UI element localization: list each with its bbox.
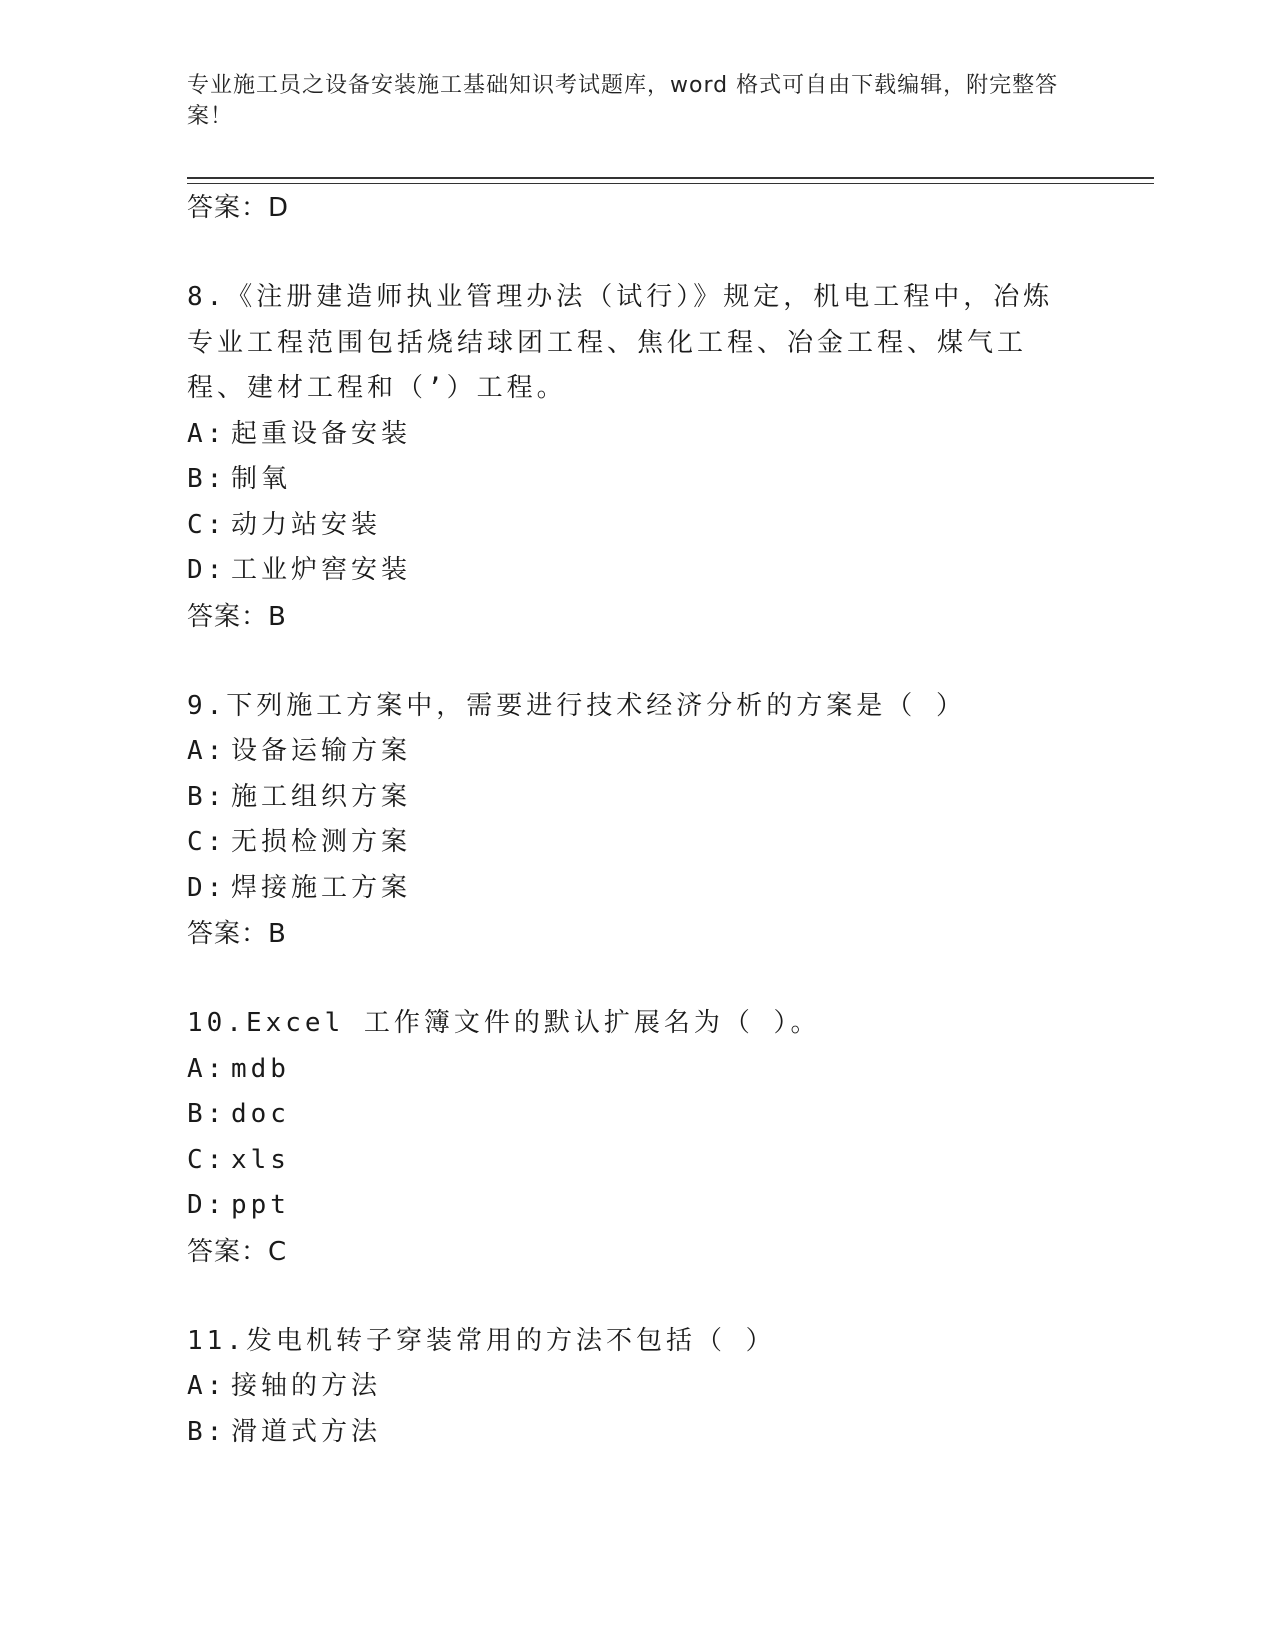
answer-line: 答案：B [187, 919, 287, 949]
document-header: 专业施工员之设备安装施工基础知识考试题库，word 格式可自由下载编辑，附完整答案！ [187, 73, 1059, 129]
answer-line: 答案：D [187, 193, 290, 223]
question-text: 9.下列施工方案中，需要进行技术经济分析的方案是（ ） [187, 690, 966, 721]
option-letter: D: [187, 872, 227, 903]
option-letter: C: [187, 1144, 227, 1175]
header-rule [187, 177, 1154, 179]
option-text: 滑道式方法 [231, 1416, 382, 1447]
option-text: doc [231, 1099, 290, 1129]
option-text: 工业炉窖安装 [231, 555, 412, 585]
answer-line: 答案：C [187, 1236, 288, 1267]
question-block [187, 684, 1087, 958]
option-item [187, 1183, 1087, 1229]
option-text: 无损检测方案 [231, 827, 412, 857]
answer-line: 答案：B [187, 601, 287, 632]
option-letter: D: [187, 555, 227, 585]
option-item [187, 775, 1087, 821]
option-letter: B: [187, 1416, 227, 1447]
question-text: 8.《注册建造师执业管理办法（试行）》规定，机电工程中，冶炼专业工程范围包括烧结球团工程、焦化工程、冶金工程、煤气工程、建材工程和（’）工程。 [187, 282, 1054, 403]
question-block [187, 1001, 1087, 1275]
option-text: ppt [231, 1190, 290, 1220]
option-text: 设备运输方案 [231, 736, 412, 766]
option-item [187, 820, 1087, 866]
option-item [187, 1138, 1087, 1184]
option-letter: A: [187, 736, 227, 766]
option-item [187, 1364, 1087, 1410]
option-text: 起重设备安装 [231, 418, 412, 449]
option-letter: B: [187, 781, 227, 812]
question-block [187, 275, 1087, 640]
option-item [187, 412, 1087, 458]
option-letter: A: [187, 1053, 227, 1084]
option-letter: D: [187, 1190, 227, 1220]
document-body [187, 185, 1087, 1455]
option-text: 动力站安装 [231, 509, 382, 540]
option-text: 焊接施工方案 [231, 872, 412, 903]
option-text: 施工组织方案 [231, 781, 412, 812]
option-item [187, 548, 1087, 594]
option-item [187, 729, 1087, 775]
question-text: 10.Excel 工作簿文件的默认扩展名为（ ）。 [187, 1008, 821, 1038]
option-item [187, 1047, 1087, 1093]
option-item [187, 1410, 1087, 1456]
option-item [187, 866, 1087, 912]
option-letter: B: [187, 1099, 227, 1129]
option-text: 制氧 [231, 464, 292, 494]
option-letter: C: [187, 827, 227, 857]
option-letter: B: [187, 464, 227, 494]
option-item [187, 503, 1087, 549]
header-rule-thin [187, 183, 1154, 184]
question-block [187, 1319, 1087, 1456]
option-letter: A: [187, 1371, 227, 1401]
option-text: 接轴的方法 [231, 1371, 382, 1401]
option-letter: C: [187, 509, 227, 540]
question-text: 11.发电机转子穿装常用的方法不包括（ ） [187, 1325, 776, 1356]
option-text: mdb [231, 1053, 290, 1084]
option-item [187, 457, 1087, 503]
option-item [187, 1092, 1087, 1138]
option-text: xls [231, 1144, 290, 1175]
option-letter: A: [187, 418, 227, 449]
